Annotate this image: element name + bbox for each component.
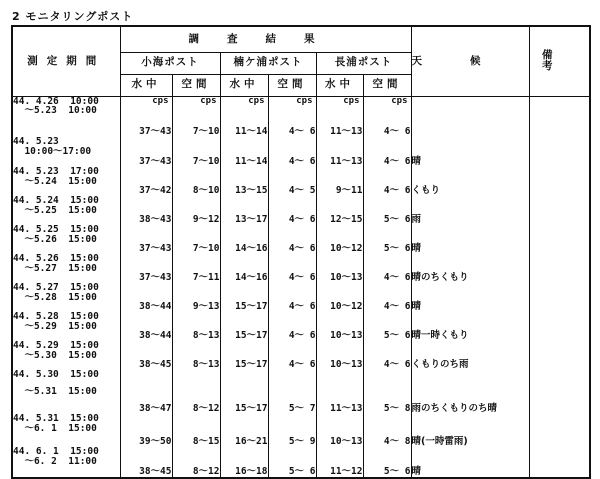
weather-cell: 晴のちくもり bbox=[411, 254, 529, 283]
value-cell bbox=[316, 370, 363, 387]
weather-cell: 雨 bbox=[411, 196, 529, 225]
value-cell bbox=[268, 370, 316, 387]
period-cell bbox=[12, 283, 120, 312]
value-cell bbox=[172, 196, 220, 225]
period-end: 10:00～17:00 bbox=[13, 145, 92, 157]
value-text: 4～ 6 bbox=[383, 126, 411, 138]
period-start: 44. 5.24 15:00 bbox=[13, 195, 99, 206]
value-text: 14～16 bbox=[235, 243, 268, 255]
unit-label: cps bbox=[200, 95, 217, 106]
table-row bbox=[12, 283, 590, 312]
value-text: 11～12 bbox=[330, 466, 363, 478]
value-text: 10～13 bbox=[330, 272, 363, 284]
value-cell bbox=[172, 137, 220, 167]
unit-label: cps bbox=[391, 95, 408, 106]
header-sub-water: 水中 bbox=[220, 74, 268, 96]
value-cell bbox=[268, 96, 316, 137]
value-text: 15～17 bbox=[235, 359, 268, 371]
value-text: 8～13 bbox=[192, 359, 220, 371]
value-cell bbox=[363, 370, 411, 387]
weather-cell: 晴 bbox=[411, 137, 529, 167]
period-end: ～5.23 10:00 bbox=[13, 105, 97, 117]
period-cell bbox=[12, 196, 120, 225]
period-end: ～5.26 15:00 bbox=[13, 233, 97, 245]
value-cell bbox=[120, 225, 172, 254]
value-text: 9～13 bbox=[192, 301, 220, 313]
header-sub-water: 水中 bbox=[316, 74, 363, 96]
value-cell bbox=[363, 96, 411, 137]
value-cell bbox=[172, 341, 220, 370]
value-cell bbox=[220, 96, 268, 137]
value-text: 15～17 bbox=[235, 403, 268, 415]
value-cell bbox=[268, 196, 316, 225]
value-text: 4～ 6 bbox=[383, 272, 411, 284]
remarks-cell bbox=[529, 283, 590, 312]
period-start: ～5.31 15:00 bbox=[13, 386, 97, 397]
value-text: 5～ 6 bbox=[288, 466, 316, 478]
section-title: 2 モニタリングポスト bbox=[12, 10, 134, 23]
table-row bbox=[12, 414, 590, 447]
header-sub-air: 空間 bbox=[268, 74, 316, 96]
value-text: 38～43 bbox=[139, 214, 172, 226]
table-row bbox=[12, 137, 590, 167]
value-cell bbox=[316, 283, 363, 312]
value-cell bbox=[363, 254, 411, 283]
header-post-nagaura: 長浦ポスト bbox=[316, 52, 411, 74]
value-text: 38～44 bbox=[139, 330, 172, 342]
value-cell bbox=[363, 196, 411, 225]
period-cell bbox=[12, 137, 120, 167]
value-cell bbox=[172, 96, 220, 137]
value-text: 7～11 bbox=[192, 272, 220, 284]
value-text: 38～45 bbox=[139, 359, 172, 371]
value-text: 8～12 bbox=[192, 403, 220, 415]
value-text: 11～14 bbox=[235, 126, 268, 138]
table-row bbox=[12, 167, 590, 196]
value-cell bbox=[268, 447, 316, 478]
period-cell bbox=[12, 254, 120, 283]
value-cell bbox=[120, 196, 172, 225]
value-cell bbox=[120, 312, 172, 341]
table-row bbox=[12, 312, 590, 341]
value-text: 15～17 bbox=[235, 330, 268, 342]
value-text: 5～ 6 bbox=[383, 214, 411, 226]
period-end: ～5.25 15:00 bbox=[13, 204, 97, 216]
value-cell bbox=[172, 312, 220, 341]
value-cell bbox=[172, 414, 220, 447]
table-row bbox=[12, 370, 590, 387]
value-cell bbox=[268, 414, 316, 447]
header-sub-water: 水中 bbox=[120, 74, 172, 96]
header-post-kusugaura: 楠ケ浦ポスト bbox=[220, 52, 316, 74]
value-cell bbox=[120, 283, 172, 312]
value-text: 8～10 bbox=[192, 185, 220, 197]
remarks-cell bbox=[529, 254, 590, 283]
weather-cell: 晴 bbox=[411, 447, 529, 478]
unit-label: cps bbox=[152, 95, 169, 106]
weather-cell bbox=[411, 370, 529, 387]
value-text: 5～ 8 bbox=[383, 403, 411, 415]
value-cell bbox=[316, 225, 363, 254]
header-period: 測定期間 bbox=[12, 26, 120, 96]
value-cell bbox=[363, 167, 411, 196]
value-cell bbox=[363, 341, 411, 370]
weather-cell bbox=[411, 96, 529, 137]
value-cell bbox=[363, 312, 411, 341]
value-text: 4～ 6 bbox=[383, 185, 411, 197]
value-text: 14～16 bbox=[235, 272, 268, 284]
value-text: 38～44 bbox=[139, 301, 172, 313]
period-end: ～5.30 15:00 bbox=[13, 349, 97, 361]
value-cell bbox=[120, 167, 172, 196]
value-cell bbox=[120, 414, 172, 447]
value-cell bbox=[220, 414, 268, 447]
value-text: 9～12 bbox=[192, 214, 220, 226]
remarks-cell bbox=[529, 137, 590, 167]
value-text: 13～15 bbox=[235, 185, 268, 197]
period-start: 44. 5.29 15:00 bbox=[13, 340, 99, 351]
remarks-cell bbox=[529, 387, 590, 414]
period-end: ～5.27 15:00 bbox=[13, 262, 97, 274]
period-start: 44. 5.28 15:00 bbox=[13, 311, 99, 322]
value-text: 4～ 8 bbox=[383, 436, 411, 448]
value-text: 4～ 6 bbox=[288, 243, 316, 255]
period-start: 44. 5.26 15:00 bbox=[13, 253, 99, 264]
value-text: 5～ 6 bbox=[383, 243, 411, 255]
table-row bbox=[12, 196, 590, 225]
value-text: 8～15 bbox=[192, 436, 220, 448]
header-weather: 天候 bbox=[411, 26, 529, 96]
value-cell bbox=[363, 414, 411, 447]
weather-cell: 晴(一時雷雨) bbox=[411, 414, 529, 447]
value-text: 7～10 bbox=[192, 156, 220, 168]
remarks-cell bbox=[529, 414, 590, 447]
value-text: 5～ 9 bbox=[288, 436, 316, 448]
period-start: 44. 5.25 15:00 bbox=[13, 224, 99, 235]
value-text: 4～ 6 bbox=[288, 214, 316, 226]
unit-label: cps bbox=[248, 95, 265, 106]
value-cell bbox=[268, 312, 316, 341]
value-text: 9～11 bbox=[335, 185, 363, 197]
value-text: 37～42 bbox=[139, 185, 172, 197]
value-cell bbox=[220, 370, 268, 387]
value-cell bbox=[120, 96, 172, 137]
value-text: 5～ 7 bbox=[288, 403, 316, 415]
value-cell bbox=[268, 254, 316, 283]
value-cell bbox=[268, 341, 316, 370]
value-cell bbox=[316, 312, 363, 341]
table-row bbox=[12, 341, 590, 370]
period-cell bbox=[12, 312, 120, 341]
value-text: 7～10 bbox=[192, 126, 220, 138]
value-text: 4～ 5 bbox=[288, 185, 316, 197]
value-text: 15～17 bbox=[235, 301, 268, 313]
value-cell bbox=[316, 341, 363, 370]
remarks-cell bbox=[529, 370, 590, 387]
value-cell bbox=[316, 137, 363, 167]
value-cell bbox=[220, 137, 268, 167]
value-cell bbox=[120, 387, 172, 414]
period-cell bbox=[12, 225, 120, 254]
table-row bbox=[12, 96, 590, 137]
period-end: ～5.28 15:00 bbox=[13, 291, 97, 303]
value-text: 38～45 bbox=[139, 466, 172, 478]
value-text: 11～13 bbox=[330, 126, 363, 138]
value-text: 5～ 6 bbox=[383, 330, 411, 342]
value-text: 13～17 bbox=[235, 214, 268, 226]
value-text: 4～ 6 bbox=[288, 156, 316, 168]
value-cell bbox=[120, 254, 172, 283]
value-cell bbox=[172, 167, 220, 196]
value-cell bbox=[172, 225, 220, 254]
remarks-cell bbox=[529, 225, 590, 254]
value-cell bbox=[220, 196, 268, 225]
period-cell bbox=[12, 167, 120, 196]
weather-cell: 晴 bbox=[411, 225, 529, 254]
period-end: ～5.29 15:00 bbox=[13, 320, 97, 332]
value-cell bbox=[316, 196, 363, 225]
value-text: 11～14 bbox=[235, 156, 268, 168]
remarks-cell bbox=[529, 341, 590, 370]
period-cell bbox=[12, 96, 120, 137]
value-text: 16～21 bbox=[235, 436, 268, 448]
value-cell bbox=[172, 447, 220, 478]
value-text: 11～13 bbox=[330, 403, 363, 415]
remarks-cell bbox=[529, 196, 590, 225]
value-cell bbox=[220, 254, 268, 283]
value-cell bbox=[363, 387, 411, 414]
period-end: ～5.24 15:00 bbox=[13, 175, 97, 187]
remarks-cell bbox=[529, 167, 590, 196]
header-sub-air: 空間 bbox=[363, 74, 411, 96]
value-text: 10～12 bbox=[330, 243, 363, 255]
value-text: 8～13 bbox=[192, 330, 220, 342]
table-row bbox=[12, 447, 590, 478]
remarks-cell bbox=[529, 447, 590, 478]
table-row bbox=[12, 254, 590, 283]
value-text: 4～ 6 bbox=[288, 359, 316, 371]
value-cell bbox=[220, 167, 268, 196]
value-cell bbox=[363, 447, 411, 478]
period-start: 44. 5.30 15:00 bbox=[13, 369, 99, 380]
table-row bbox=[12, 225, 590, 254]
value-text: 10～13 bbox=[330, 436, 363, 448]
value-cell bbox=[316, 447, 363, 478]
value-cell bbox=[316, 387, 363, 414]
value-text: 8～12 bbox=[192, 466, 220, 478]
value-text: 4～ 6 bbox=[288, 126, 316, 138]
period-start: 44. 4.26 10:00 bbox=[13, 95, 99, 107]
value-cell bbox=[363, 283, 411, 312]
weather-cell: くもり bbox=[411, 167, 529, 196]
period-start: 44. 6. 1 15:00 bbox=[13, 446, 99, 457]
value-cell bbox=[268, 137, 316, 167]
value-cell bbox=[172, 283, 220, 312]
value-cell bbox=[120, 370, 172, 387]
value-cell bbox=[172, 254, 220, 283]
unit-label: cps bbox=[296, 95, 313, 106]
period-start: 44. 5.23 bbox=[13, 136, 59, 147]
period-start: 44. 5.31 15:00 bbox=[13, 413, 99, 424]
weather-cell: くもりのち雨 bbox=[411, 341, 529, 370]
value-text: 12～15 bbox=[330, 214, 363, 226]
period-end: ～6. 2 11:00 bbox=[13, 455, 97, 467]
period-start: 44. 5.27 15:00 bbox=[13, 282, 99, 293]
value-cell bbox=[172, 387, 220, 414]
header-sub-air: 空間 bbox=[172, 74, 220, 96]
remarks-cell bbox=[529, 96, 590, 137]
value-text: 7～10 bbox=[192, 243, 220, 255]
value-cell bbox=[268, 387, 316, 414]
value-text: 37～43 bbox=[139, 126, 172, 138]
value-cell bbox=[172, 370, 220, 387]
value-cell bbox=[220, 312, 268, 341]
value-cell bbox=[220, 341, 268, 370]
value-cell bbox=[316, 96, 363, 137]
value-text: 4～ 6 bbox=[288, 301, 316, 313]
period-cell bbox=[12, 370, 120, 387]
unit-label: cps bbox=[343, 95, 360, 106]
value-cell bbox=[120, 447, 172, 478]
value-cell bbox=[268, 283, 316, 312]
value-text: 10～13 bbox=[330, 330, 363, 342]
value-text: 10～13 bbox=[330, 359, 363, 371]
value-cell bbox=[316, 414, 363, 447]
value-text: 4～ 6 bbox=[383, 156, 411, 168]
value-cell bbox=[220, 447, 268, 478]
period-end: ～6. 1 15:00 bbox=[13, 422, 97, 434]
value-text: 37～43 bbox=[139, 156, 172, 168]
header-post-koumi: 小海ポスト bbox=[120, 52, 220, 74]
value-text: 16～18 bbox=[235, 466, 268, 478]
period-cell bbox=[12, 447, 120, 478]
value-cell bbox=[120, 341, 172, 370]
period-cell bbox=[12, 387, 120, 414]
value-cell bbox=[268, 225, 316, 254]
value-text: 5～ 6 bbox=[383, 466, 411, 478]
header-remarks: 備考 bbox=[529, 26, 590, 96]
value-text: 4～ 6 bbox=[288, 330, 316, 342]
value-cell bbox=[120, 137, 172, 167]
value-text: 37～43 bbox=[139, 272, 172, 284]
table-row bbox=[12, 387, 590, 414]
period-cell bbox=[12, 414, 120, 447]
period-start: 44. 5.23 17:00 bbox=[13, 166, 99, 177]
weather-cell: 晴一時くもり bbox=[411, 312, 529, 341]
monitoring-post-table bbox=[11, 25, 591, 479]
value-text: 37～43 bbox=[139, 243, 172, 255]
value-cell bbox=[316, 254, 363, 283]
header-results: 調査結果 bbox=[120, 26, 411, 52]
value-text: 4～ 6 bbox=[288, 272, 316, 284]
value-text: 39～50 bbox=[139, 436, 172, 448]
value-cell bbox=[220, 283, 268, 312]
period-cell bbox=[12, 341, 120, 370]
value-cell bbox=[363, 225, 411, 254]
value-cell bbox=[363, 137, 411, 167]
value-text: 11～13 bbox=[330, 156, 363, 168]
value-text: 4～ 6 bbox=[383, 301, 411, 313]
remarks-cell bbox=[529, 312, 590, 341]
weather-cell: 雨のちくもりのち晴 bbox=[411, 387, 529, 414]
value-text: 38～47 bbox=[139, 403, 172, 415]
weather-cell: 晴 bbox=[411, 283, 529, 312]
value-text: 10～12 bbox=[330, 301, 363, 313]
value-text: 4～ 6 bbox=[383, 359, 411, 371]
value-cell bbox=[220, 387, 268, 414]
value-cell bbox=[220, 225, 268, 254]
value-cell bbox=[268, 167, 316, 196]
value-cell bbox=[316, 167, 363, 196]
